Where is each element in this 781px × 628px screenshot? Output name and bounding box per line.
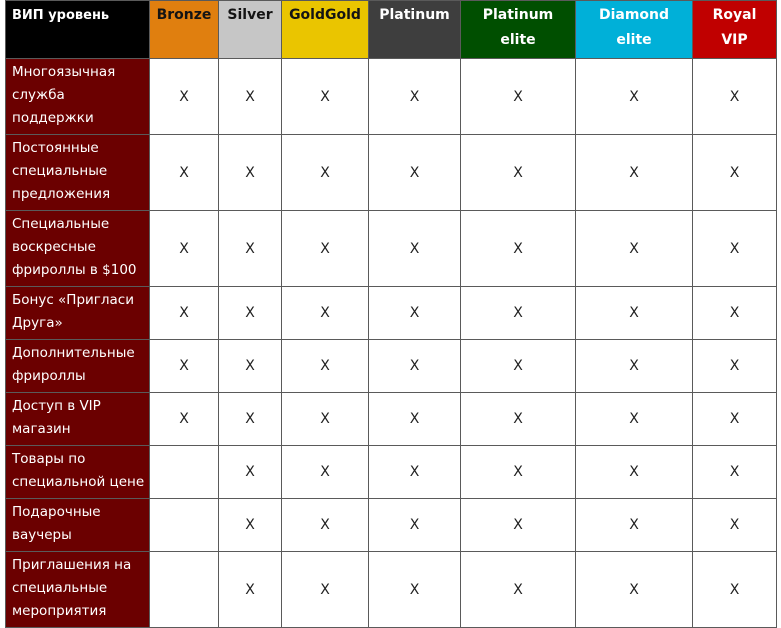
row-label: Подарочные ваучеры: [6, 499, 150, 552]
level-gold: GoldGold: [282, 1, 369, 59]
table-cell: X: [150, 135, 219, 211]
table-cell: X: [150, 59, 219, 135]
table-cell: X: [461, 59, 576, 135]
table-cell: X: [576, 211, 693, 287]
table-cell: X: [576, 393, 693, 446]
table-cell: X: [461, 135, 576, 211]
row-label: Доступ в VIP магазин: [6, 393, 150, 446]
table-cell: X: [369, 393, 461, 446]
header-row: [6, 1, 777, 59]
table-cell: X: [576, 552, 693, 628]
table-cell: X: [693, 340, 777, 393]
table-cell: X: [693, 499, 777, 552]
table-cell: X: [219, 552, 282, 628]
table-cell: X: [150, 211, 219, 287]
table-cell: X: [369, 340, 461, 393]
table-cell: X: [282, 499, 369, 552]
table-cell: X: [150, 287, 219, 340]
level-platinum-elite: Platinum elite: [461, 1, 576, 59]
table-cell: X: [461, 393, 576, 446]
table-cell: X: [369, 59, 461, 135]
table-cell: X: [282, 552, 369, 628]
table-cell: X: [219, 211, 282, 287]
table-cell: X: [282, 59, 369, 135]
table-cell: X: [150, 340, 219, 393]
table-row: [6, 135, 777, 211]
table-row: [6, 59, 777, 135]
table-cell: X: [369, 211, 461, 287]
table-cell: [150, 499, 219, 552]
table-cell: X: [461, 499, 576, 552]
table-cell: [150, 552, 219, 628]
table-cell: X: [282, 340, 369, 393]
table-cell: X: [282, 135, 369, 211]
table-cell: X: [369, 135, 461, 211]
table-row: [6, 499, 777, 552]
row-label: Дополнительные фрироллы: [6, 340, 150, 393]
row-label: Приглашения на специальные мероприятия: [6, 552, 150, 628]
table-cell: X: [150, 393, 219, 446]
table-cell: X: [282, 287, 369, 340]
table-row: [6, 393, 777, 446]
table-cell: X: [461, 446, 576, 499]
table-row: [6, 340, 777, 393]
table-cell: X: [282, 446, 369, 499]
table-cell: X: [461, 211, 576, 287]
table-cell: X: [693, 135, 777, 211]
table-cell: X: [693, 59, 777, 135]
table-cell: X: [461, 552, 576, 628]
table-row: [6, 552, 777, 628]
table-cell: X: [576, 287, 693, 340]
level-platinum: Platinum: [369, 1, 461, 59]
table-cell: X: [693, 393, 777, 446]
table-cell: X: [282, 393, 369, 446]
table-cell: X: [576, 446, 693, 499]
row-label: Бонус «Пригласи Друга»: [6, 287, 150, 340]
table-cell: X: [693, 287, 777, 340]
table-row: [6, 211, 777, 287]
level-royal-vip: Royal VIP: [693, 1, 777, 59]
header-title: ВИП уровень: [6, 1, 150, 59]
level-diamond-elite: Diamond elite: [576, 1, 693, 59]
row-label: Специальные воскресные фрироллы в $100: [6, 211, 150, 287]
table-cell: X: [282, 211, 369, 287]
table-cell: X: [219, 59, 282, 135]
table-cell: X: [369, 499, 461, 552]
table-cell: X: [219, 393, 282, 446]
table-cell: X: [219, 499, 282, 552]
table-row: [6, 446, 777, 499]
table-cell: X: [219, 287, 282, 340]
table-cell: X: [369, 552, 461, 628]
level-silver: Silver: [219, 1, 282, 59]
table-cell: X: [219, 446, 282, 499]
table-cell: X: [576, 59, 693, 135]
table-cell: X: [219, 340, 282, 393]
level-bronze: Bronze: [150, 1, 219, 59]
table-cell: X: [369, 446, 461, 499]
row-label: Многоязычная служба поддержки: [6, 59, 150, 135]
table-cell: X: [576, 340, 693, 393]
table-cell: [150, 446, 219, 499]
table-cell: X: [461, 340, 576, 393]
table-cell: X: [693, 211, 777, 287]
table-cell: X: [693, 446, 777, 499]
table-cell: X: [369, 287, 461, 340]
table-cell: X: [693, 552, 777, 628]
table-cell: X: [461, 287, 576, 340]
vip-levels-table: [5, 0, 777, 628]
table-cell: X: [576, 499, 693, 552]
table-row: [6, 287, 777, 340]
table-cell: X: [219, 135, 282, 211]
row-label: Постоянные специальные предложения: [6, 135, 150, 211]
row-label: Товары по специальной цене: [6, 446, 150, 499]
table-cell: X: [576, 135, 693, 211]
